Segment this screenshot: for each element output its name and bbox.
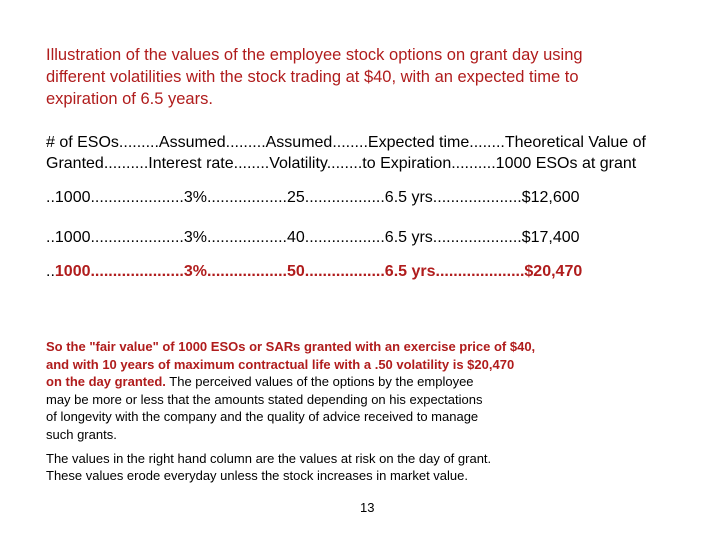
table-row: ..1000.....................3%..................40..................6.5 yrs....................$17,400 [46, 229, 580, 246]
fair-value-note [46, 338, 686, 443]
table-row-highlighted [46, 262, 582, 282]
table-header-line-1: # of ESOs.........Assumed.........Assumed........Expected time........Theoretical Value of [46, 134, 646, 151]
note-line-3: The perceived values of the options by the employee [165, 374, 474, 389]
table-header [46, 132, 706, 174]
note-line-5: of longevity with the company and the quality of advice received to manage [46, 409, 479, 424]
title-line-2: different volatilities with the stock trading at $40, with an expected time to [46, 68, 579, 86]
note-red-line-2: and with 10 years of maximum contractual life with a .50 volatility is $20,470 [46, 356, 515, 372]
footer-note-line-1: The values in the right hand column are the values at risk on the day of grant. [46, 451, 492, 466]
row-highlight-text: 1000.....................3%..................50..................6.5 yrs....................$20,470 [54, 263, 583, 280]
slide-title [46, 44, 686, 110]
note-red-line-1: So the "fair value" of 1000 ESOs or SARs granted with an exercise price of $40, [46, 339, 536, 354]
footer-note-line-2: These values erode everyday unless the stock increases in market value. [46, 468, 468, 483]
note-red-line-3: on the day granted. [46, 374, 166, 389]
table-row: ..1000.....................3%..................25..................6.5 yrs....................$12,600 [46, 189, 580, 206]
table-header-line-2: Granted..........Interest rate........Volatility........to Expiration..........1000 ESOs at grant [46, 155, 637, 172]
page-number: 13 [360, 500, 375, 515]
note-line-6: such grants. [46, 426, 117, 442]
title-line-1: Illustration of the values of the employee stock options on grant day using [46, 46, 583, 64]
values-at-risk-note [46, 450, 686, 484]
row-prefix: .. [46, 263, 55, 280]
title-line-3: expiration of 6.5 years. [46, 90, 213, 108]
note-line-4: may be more or less that the amounts stated depending on his expectations [46, 391, 483, 407]
